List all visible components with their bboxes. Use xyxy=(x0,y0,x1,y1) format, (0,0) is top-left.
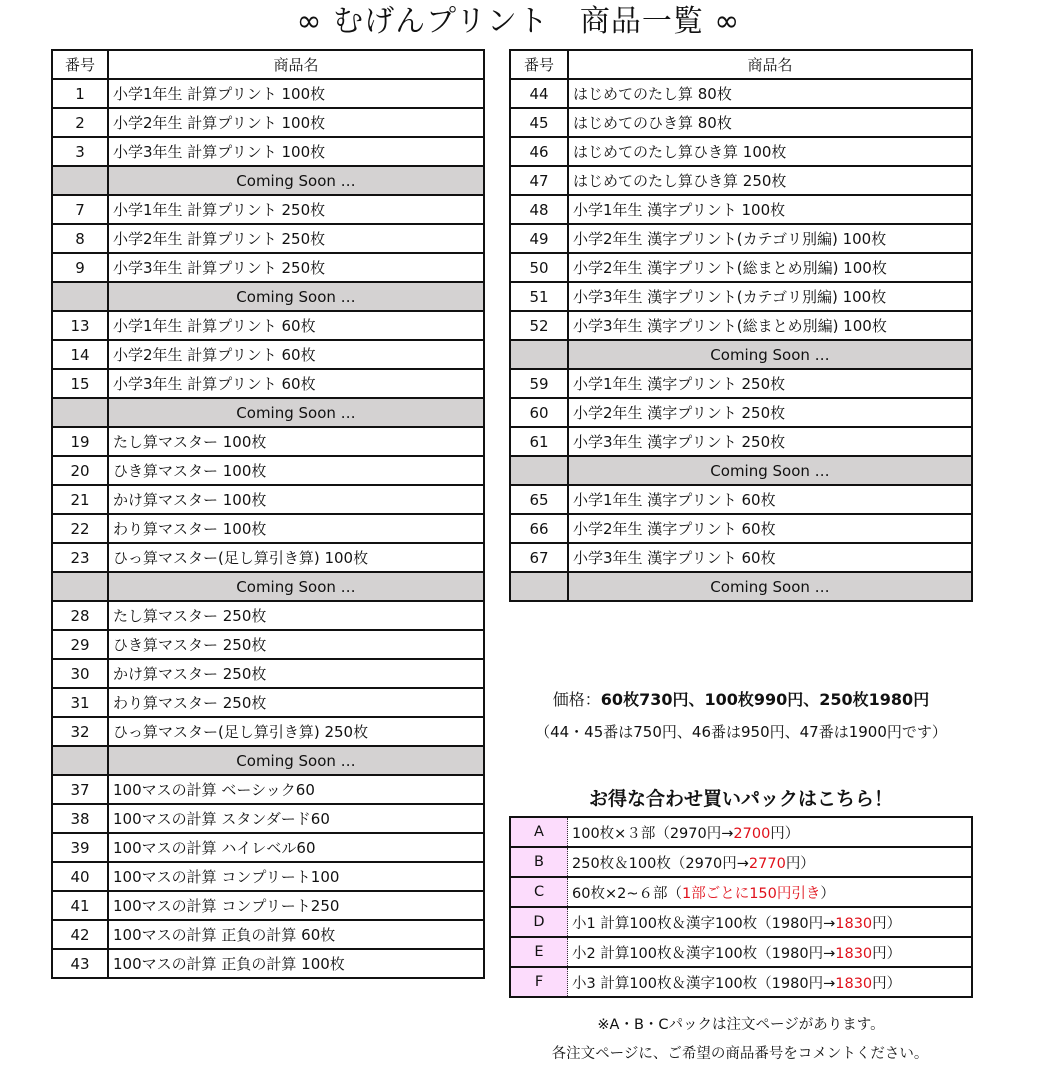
coming-soon-label: Coming Soon … xyxy=(568,456,972,485)
table-row xyxy=(52,340,484,369)
product-number: 29 xyxy=(52,630,108,659)
table-row xyxy=(52,833,484,862)
table-row xyxy=(52,601,484,630)
coming-soon-row xyxy=(52,746,484,775)
price-line xyxy=(509,689,973,711)
product-number xyxy=(52,398,108,427)
table-row xyxy=(510,282,972,311)
pack-key: C xyxy=(510,877,568,907)
coming-soon-label: Coming Soon … xyxy=(108,282,484,311)
product-number: 45 xyxy=(510,108,568,137)
product-name: 100マスの計算 コンプリート250 xyxy=(108,891,484,920)
product-name: 小学1年生 漢字プリント 100枚 xyxy=(568,195,972,224)
product-number: 51 xyxy=(510,282,568,311)
product-name: 小学2年生 漢字プリント 250枚 xyxy=(568,398,972,427)
product-name: 小学3年生 漢字プリント(総まとめ別編) 100枚 xyxy=(568,311,972,340)
table-row xyxy=(510,311,972,340)
table-row xyxy=(52,920,484,949)
table-row xyxy=(52,79,484,108)
product-number: 50 xyxy=(510,253,568,282)
coming-soon-row xyxy=(510,456,972,485)
table-row xyxy=(52,195,484,224)
table-row xyxy=(52,108,484,137)
product-name: 100マスの計算 正負の計算 60枚 xyxy=(108,920,484,949)
packs-heading: お得な合わせ買いパックはこちら！ xyxy=(588,788,893,810)
table-row xyxy=(52,369,484,398)
product-name: ひっ算マスター(足し算引き算) 100枚 xyxy=(108,543,484,572)
table-row xyxy=(52,427,484,456)
product-name: 小学1年生 漢字プリント 250枚 xyxy=(568,369,972,398)
product-number xyxy=(510,340,568,369)
coming-soon-row xyxy=(510,340,972,369)
product-name: 小学3年生 計算プリント 250枚 xyxy=(108,253,484,282)
product-name: 小学1年生 漢字プリント 60枚 xyxy=(568,485,972,514)
table-row xyxy=(52,514,484,543)
header-name: 商品名 xyxy=(568,50,972,79)
table-row xyxy=(510,224,972,253)
product-name: 100マスの計算 スタンダード60 xyxy=(108,804,484,833)
product-name: 小学2年生 計算プリント 60枚 xyxy=(108,340,484,369)
pack-row xyxy=(510,877,972,907)
product-number: 38 xyxy=(52,804,108,833)
table-row xyxy=(52,804,484,833)
pack-discount-price: 1830 xyxy=(835,975,873,992)
pack-description xyxy=(568,877,973,907)
product-number: 30 xyxy=(52,659,108,688)
product-number: 65 xyxy=(510,485,568,514)
product-number: 32 xyxy=(52,717,108,746)
table-row xyxy=(510,195,972,224)
product-number: 44 xyxy=(510,79,568,108)
right-table-body xyxy=(510,79,972,601)
coming-soon-row xyxy=(52,282,484,311)
table-row xyxy=(52,311,484,340)
pack-text: ） xyxy=(820,885,835,902)
product-number: 43 xyxy=(52,949,108,978)
pack-text: 円） xyxy=(872,945,902,962)
table-row xyxy=(510,427,972,456)
table-row xyxy=(52,949,484,978)
product-number: 1 xyxy=(52,79,108,108)
coming-soon-row xyxy=(52,398,484,427)
product-number: 52 xyxy=(510,311,568,340)
pack-text: 小2 計算100枚＆漢字100枚（1980円→ xyxy=(572,945,836,962)
price-values: 60枚730円、100枚990円、250枚1980円 xyxy=(600,690,930,709)
pack-key: E xyxy=(510,937,568,967)
pack-description xyxy=(568,847,973,877)
pack-text: 円） xyxy=(872,975,902,992)
product-name: 小学2年生 計算プリント 100枚 xyxy=(108,108,484,137)
pack-text: 円） xyxy=(785,855,815,872)
product-number: 28 xyxy=(52,601,108,630)
table-row xyxy=(52,485,484,514)
pack-text: 小1 計算100枚＆漢字100枚（1980円→ xyxy=(572,915,836,932)
packs-table xyxy=(509,816,973,998)
product-name: はじめてのたし算ひき算 100枚 xyxy=(568,137,972,166)
product-number: 15 xyxy=(52,369,108,398)
product-number: 37 xyxy=(52,775,108,804)
table-row xyxy=(52,224,484,253)
pack-description xyxy=(568,967,973,997)
pack-row xyxy=(510,847,972,877)
header-number: 番号 xyxy=(510,50,568,79)
product-number: 48 xyxy=(510,195,568,224)
product-number: 46 xyxy=(510,137,568,166)
packs-note: ※A・B・Cパックは注文ページがあります。 xyxy=(597,1017,885,1033)
product-name: ひっ算マスター(足し算引き算) 250枚 xyxy=(108,717,484,746)
product-name: 小学2年生 漢字プリント 60枚 xyxy=(568,514,972,543)
product-name: わり算マスター 250枚 xyxy=(108,688,484,717)
pack-row xyxy=(510,967,972,997)
table-row xyxy=(52,630,484,659)
product-number xyxy=(52,746,108,775)
product-number: 60 xyxy=(510,398,568,427)
coming-soon-row xyxy=(52,166,484,195)
pack-text: 小3 計算100枚＆漢字100枚（1980円→ xyxy=(572,975,836,992)
pack-description xyxy=(568,817,973,847)
product-name: たし算マスター 250枚 xyxy=(108,601,484,630)
table-row xyxy=(510,253,972,282)
table-row xyxy=(52,717,484,746)
pack-row xyxy=(510,907,972,937)
table-row xyxy=(52,688,484,717)
table-row xyxy=(52,659,484,688)
coming-soon-label: Coming Soon … xyxy=(108,746,484,775)
pack-key: B xyxy=(510,847,568,877)
product-name: 小学3年生 漢字プリント 60枚 xyxy=(568,543,972,572)
product-number xyxy=(52,572,108,601)
product-number: 13 xyxy=(52,311,108,340)
product-name: 小学1年生 計算プリント 100枚 xyxy=(108,79,484,108)
table-row xyxy=(52,253,484,282)
product-name: 小学2年生 計算プリント 250枚 xyxy=(108,224,484,253)
table-row xyxy=(510,369,972,398)
table-row xyxy=(510,543,972,572)
order-comment-note: 各注文ページに、ご希望の商品番号をコメントください。 xyxy=(551,1046,929,1062)
table-row xyxy=(510,137,972,166)
coming-soon-label: Coming Soon … xyxy=(108,398,484,427)
table-row xyxy=(510,166,972,195)
product-number xyxy=(52,282,108,311)
product-name: かけ算マスター 250枚 xyxy=(108,659,484,688)
product-number: 7 xyxy=(52,195,108,224)
product-name: 100マスの計算 コンプリート100 xyxy=(108,862,484,891)
product-table-right xyxy=(509,49,973,602)
table-row xyxy=(510,398,972,427)
table-row xyxy=(52,137,484,166)
product-number: 2 xyxy=(52,108,108,137)
pack-text: 円） xyxy=(770,825,800,842)
header-name: 商品名 xyxy=(108,50,484,79)
product-number: 66 xyxy=(510,514,568,543)
table-row xyxy=(52,862,484,891)
pack-discount-price: 1830 xyxy=(835,915,873,932)
table-row xyxy=(52,456,484,485)
product-number: 22 xyxy=(52,514,108,543)
product-number: 49 xyxy=(510,224,568,253)
pack-key: A xyxy=(510,817,568,847)
product-number: 47 xyxy=(510,166,568,195)
product-name: 小学3年生 漢字プリント 250枚 xyxy=(568,427,972,456)
coming-soon-label: Coming Soon … xyxy=(108,572,484,601)
pack-description xyxy=(568,907,973,937)
pack-text: 60枚×2~６部（ xyxy=(572,885,682,902)
pack-row xyxy=(510,937,972,967)
price-label: 価格： xyxy=(552,690,601,709)
product-number: 39 xyxy=(52,833,108,862)
coming-soon-label: Coming Soon … xyxy=(568,572,972,601)
left-table-body xyxy=(52,79,484,978)
table-row xyxy=(52,775,484,804)
table-row xyxy=(510,485,972,514)
product-name: 小学1年生 計算プリント 60枚 xyxy=(108,311,484,340)
product-name: 100マスの計算 ハイレベル60 xyxy=(108,833,484,862)
product-number xyxy=(510,456,568,485)
product-number: 21 xyxy=(52,485,108,514)
product-name: 小学3年生 計算プリント 60枚 xyxy=(108,369,484,398)
product-number: 41 xyxy=(52,891,108,920)
product-name: ひき算マスター 250枚 xyxy=(108,630,484,659)
table-row xyxy=(510,514,972,543)
product-number: 3 xyxy=(52,137,108,166)
pack-discount-price: 2770 xyxy=(748,855,786,872)
product-name: 100マスの計算 正負の計算 100枚 xyxy=(108,949,484,978)
coming-soon-label: Coming Soon … xyxy=(108,166,484,195)
header-number: 番号 xyxy=(52,50,108,79)
product-name: 小学2年生 漢字プリント(総まとめ別編) 100枚 xyxy=(568,253,972,282)
product-name: 100マスの計算 ベーシック60 xyxy=(108,775,484,804)
pack-discount-price: 2700 xyxy=(733,825,771,842)
product-name: かけ算マスター 100枚 xyxy=(108,485,484,514)
product-number: 61 xyxy=(510,427,568,456)
coming-soon-row xyxy=(510,572,972,601)
pack-discount-price: 1830 xyxy=(835,945,873,962)
product-name: はじめてのひき算 80枚 xyxy=(568,108,972,137)
product-name: たし算マスター 100枚 xyxy=(108,427,484,456)
product-name: 小学1年生 計算プリント 250枚 xyxy=(108,195,484,224)
table-row xyxy=(510,79,972,108)
product-name: 小学2年生 漢字プリント(カテゴリ別編) 100枚 xyxy=(568,224,972,253)
pack-text: 100枚×３部（2970円→ xyxy=(572,825,734,842)
coming-soon-label: Coming Soon … xyxy=(568,340,972,369)
table-header-row xyxy=(52,50,484,79)
coming-soon-row xyxy=(52,572,484,601)
product-name: 小学3年生 漢字プリント(カテゴリ別編) 100枚 xyxy=(568,282,972,311)
product-table-left xyxy=(51,49,485,979)
product-number: 31 xyxy=(52,688,108,717)
product-name: はじめてのたし算ひき算 250枚 xyxy=(568,166,972,195)
pack-key: F xyxy=(510,967,568,997)
product-name: わり算マスター 100枚 xyxy=(108,514,484,543)
pack-discount-price: 1部ごとに150円引き xyxy=(681,885,821,902)
price-note: （44・45番は750円、46番は950円、47番は1900円です） xyxy=(535,723,947,741)
table-row xyxy=(52,891,484,920)
product-name: ひき算マスター 100枚 xyxy=(108,456,484,485)
product-number: 59 xyxy=(510,369,568,398)
product-number: 19 xyxy=(52,427,108,456)
table-header-row xyxy=(510,50,972,79)
product-number: 14 xyxy=(52,340,108,369)
table-row xyxy=(52,543,484,572)
product-number: 8 xyxy=(52,224,108,253)
product-number: 67 xyxy=(510,543,568,572)
product-number xyxy=(52,166,108,195)
product-number: 20 xyxy=(52,456,108,485)
product-number xyxy=(510,572,568,601)
pack-description xyxy=(568,937,973,967)
pack-key: D xyxy=(510,907,568,937)
packs-table-body xyxy=(510,817,972,997)
product-number: 9 xyxy=(52,253,108,282)
pack-text: 円） xyxy=(872,915,902,932)
product-name: 小学3年生 計算プリント 100枚 xyxy=(108,137,484,166)
product-number: 42 xyxy=(52,920,108,949)
page-title: ∞ むげんプリント 商品一覧 ∞ xyxy=(296,4,741,39)
product-number: 23 xyxy=(52,543,108,572)
pack-text: 250枚＆100枚（2970円→ xyxy=(572,855,749,872)
table-row xyxy=(510,108,972,137)
pack-row xyxy=(510,817,972,847)
product-number: 40 xyxy=(52,862,108,891)
product-name: はじめてのたし算 80枚 xyxy=(568,79,972,108)
